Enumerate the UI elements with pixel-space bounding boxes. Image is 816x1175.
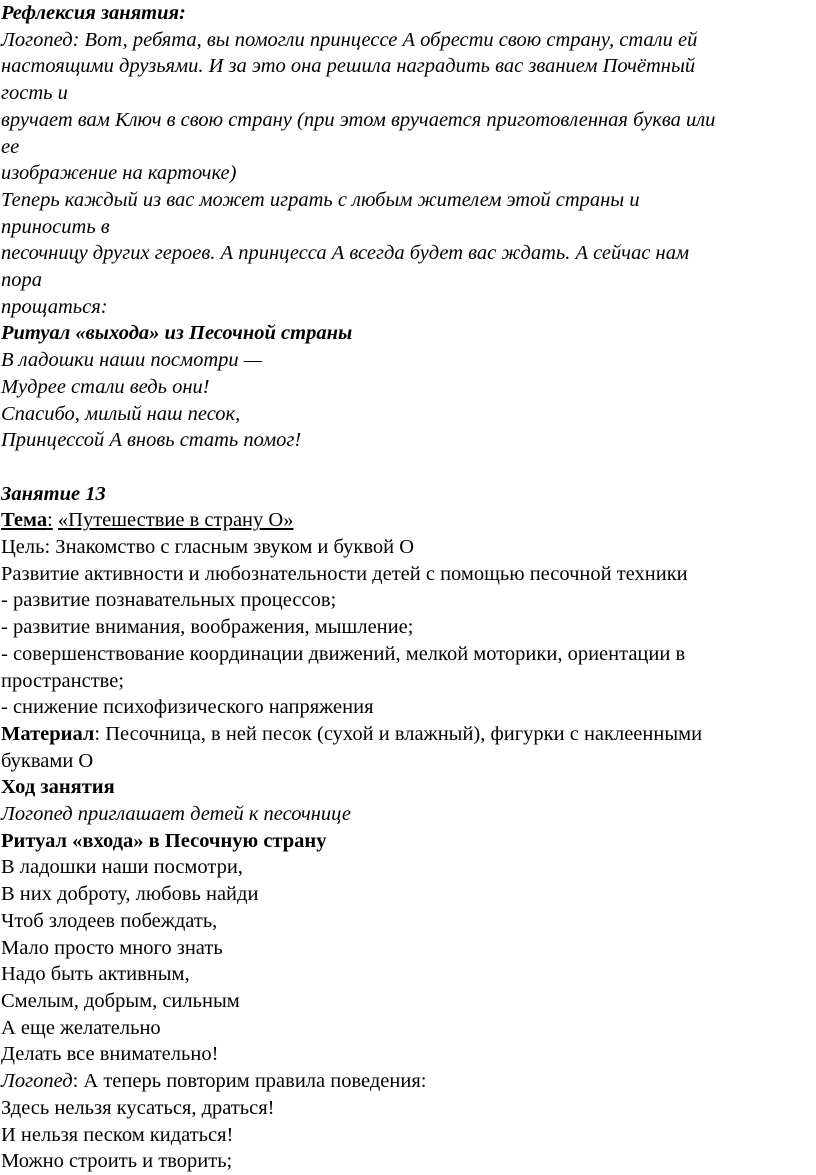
speaker-label: Логопед — [1, 1070, 73, 1093]
topic-label: Тема — [1, 509, 48, 532]
progress-title: Ход занятия — [1, 776, 115, 799]
rule-line: Можно строить и творить; — [1, 1150, 233, 1173]
entry-ritual-line: Надо быть активным, — [1, 963, 190, 986]
rule-line: Здесь нельзя кусаться, драться! — [1, 1096, 275, 1119]
entry-ritual-line: А еще желательно — [1, 1016, 161, 1039]
entry-ritual-line: В них доброту, любовь найди — [1, 883, 259, 906]
lesson-item: - развитие познавательных процессов; — [1, 589, 337, 612]
lesson-goal: Цель: Знакомство с гласным звуком и буквой О — [1, 536, 415, 559]
lesson-material — [1, 721, 813, 748]
entry-ritual-line: Чтоб злодеев побеждать, — [1, 909, 218, 932]
reflection-line: приносить в — [1, 215, 110, 238]
lesson-item: - совершенствование координации движений, мелкой моторики, ориентации в — [1, 642, 686, 665]
invite-line: Логопед приглашает детей к песочнице — [1, 803, 352, 826]
exit-ritual-line: Спасибо, милый наш песок, — [1, 402, 241, 425]
lesson-item: - развитие внимания, воображения, мышление; — [1, 616, 414, 639]
lesson-topic — [1, 507, 813, 534]
reflection-line: Теперь каждый из вас может играть с любым жителем этой страны и — [1, 188, 640, 211]
document-page — [1, 0, 813, 1175]
entry-ritual-line: Делать все внимательно! — [1, 1043, 219, 1066]
entry-ritual-line: Смелым, добрым, сильным — [1, 990, 240, 1012]
reflection-line: песочницу других героев. А принцесса А всегда будет вас ждать. А сейчас нам — [1, 242, 690, 265]
lesson-item: - снижение психофизического напряжения — [1, 696, 374, 719]
speaker-text: : А теперь повторим правила поведения: — [72, 1070, 427, 1093]
material-continuation: буквами О — [1, 749, 94, 772]
lesson-item: пространстве; — [1, 669, 125, 692]
entry-ritual-line: Мало просто много знать — [1, 936, 223, 959]
speaker-line — [1, 1068, 813, 1095]
lesson-title: Занятие 13 — [1, 482, 106, 505]
exit-ritual-line: Принцессой А вновь стать помог! — [1, 429, 302, 452]
material-label: Материал — [1, 722, 95, 745]
reflection-line: пора — [1, 269, 42, 292]
lesson-development: Развитие активности и любознательности детей с помощью песочной техники — [1, 562, 688, 585]
reflection-line: прощаться: — [1, 295, 108, 318]
entry-ritual-line: В ладошки наши посмотри, — [1, 856, 243, 879]
material-value: : Песочница, в ней песок (сухой и влажный), фигурки с наклеенными — [94, 722, 703, 745]
blank-line — [1, 454, 813, 481]
topic-separator: : — [47, 509, 53, 532]
reflection-heading: Рефлексия занятия: — [1, 2, 186, 24]
topic-value: «Путешествие в страну О» — [57, 509, 294, 532]
reflection-line: ее — [1, 135, 20, 158]
exit-ritual-line: В ладошки наши посмотри — — [1, 349, 263, 372]
rule-line: И нельзя песком кидаться! — [1, 1123, 234, 1146]
entry-ritual-title: Ритуал «входа» в Песочную страну — [1, 829, 327, 852]
reflection-line: изображение на карточке) — [1, 162, 237, 185]
reflection-line: гость и — [1, 82, 68, 105]
reflection-line: настоящими друзьями. И за это она решила наградить вас званием Почётный — [1, 55, 696, 78]
exit-ritual-line: Мудрее стали ведь они! — [1, 375, 210, 398]
reflection-line: Логопед: Вот, ребята, вы помогли принцессе А обрести свою страну, стали ей — [1, 28, 698, 51]
exit-ritual-title: Ритуал «выхода» из Песочной страны — [1, 322, 353, 345]
reflection-line: вручает вам Ключ в свою страну (при этом вручается приготовленная буква или — [1, 108, 716, 131]
